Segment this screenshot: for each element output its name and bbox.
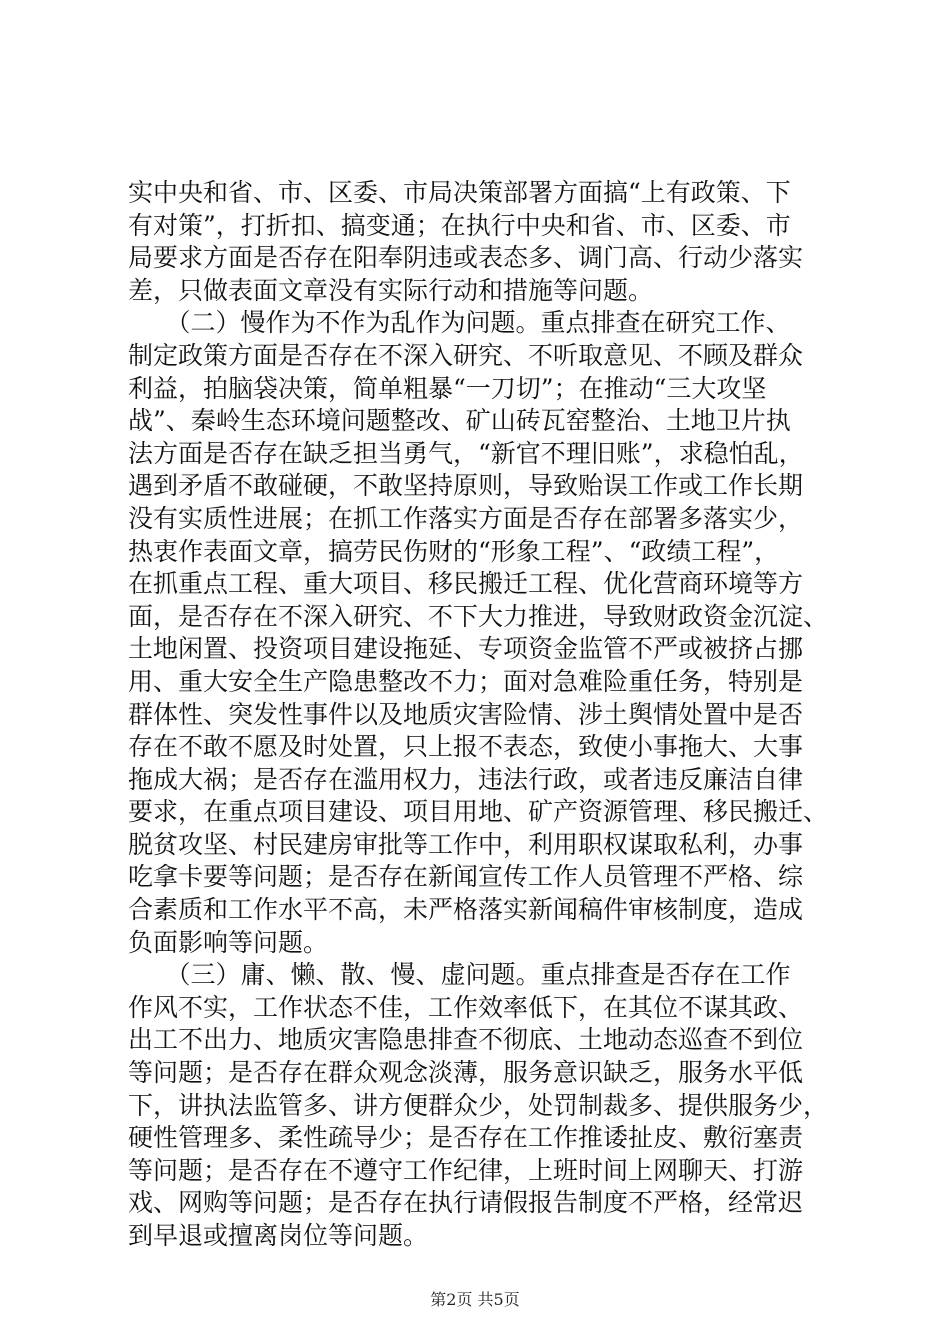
text-line: 拖成大祸；是否存在滥用权力，违法行政，或者违反廉洁自律 <box>128 764 804 794</box>
text-line: 吃拿卡要等问题；是否存在新闻宣传工作人员管理不严格、综 <box>128 862 804 892</box>
text-line: 要求，在重点项目建设、项目用地、矿产资源管理、移民搬迁、 <box>128 797 829 827</box>
text-line: 局要求方面是否存在阳奉阴违或表态多、调门高、行动少落实 <box>128 243 804 273</box>
text-line: 等问题；是否存在群众观念淡薄，服务意识缺乏，服务水平低 <box>128 1058 804 1088</box>
text-line: 差，只做表面文章没有实际行动和措施等问题。 <box>128 275 654 305</box>
text-line: 实中央和省、市、区委、市局决策部署方面搞“上有政策、下 <box>128 178 791 207</box>
text-line: 负面影响等问题。 <box>128 927 329 957</box>
text-line: 群体性、突发性事件以及地质灾害险情、涉土舆情处置中是否 <box>128 699 804 729</box>
page-footer: 第2页 共5页 <box>430 1290 520 1309</box>
text-line: 有对策”，打折扣、搞变通；在执行中央和省、市、区委、市 <box>128 210 791 240</box>
text-line: 到早退或擅离岗位等问题。 <box>128 1221 429 1250</box>
text-line: 战”、秦岭生态环境问题整改、矿山砖瓦窑整治、土地卫片执 <box>128 406 791 436</box>
text-line: 利益，拍脑袋决策，简单粗暴“一刀切”；在推动“三大攻坚 <box>128 373 767 403</box>
text-line: 戏、网购等问题；是否存在执行请假报告制度不严格，经常迟 <box>128 1188 804 1218</box>
text-line: 热衷作表面文章，搞劳民伤财的“形象工程”、“政绩工程”， <box>128 536 780 566</box>
text-line: 遇到矛盾不敢碰硬，不敢坚持原则，导致贻误工作或工作长期 <box>128 471 804 501</box>
text-line: 作风不实，工作状态不佳，工作效率低下，在其位不谋其政、 <box>128 992 804 1022</box>
text-line: 硬性管理多、柔性疏导少；是否存在工作推诿扯皮、敷衍塞责 <box>128 1123 804 1153</box>
text-line: 在抓重点工程、重大项目、移民搬迁工程、优化营商环境等方 <box>128 569 804 599</box>
text-line: 脱贫攻坚、村民建房审批等工作中，利用职权谋取私利，办事 <box>128 829 804 859</box>
text-line: 面，是否存在不深入研究、不下大力推进，导致财政资金沉淀、 <box>128 601 829 631</box>
body-text <box>128 177 840 1253</box>
text-line: 土地闲置、投资项目建设拖延、专项资金监管不严或被挤占挪 <box>128 634 804 664</box>
text-line: 下，讲执法监管多、讲方便群众少，处罚制裁多、提供服务少， <box>128 1090 829 1120</box>
text-line: 没有实质性进展；在抓工作落实方面是否存在部署多落实少， <box>128 503 804 533</box>
text-line: 出工不出力、地质灾害隐患排查不彻底、土地动态巡查不到位 <box>128 1025 804 1055</box>
text-line: 存在不敢不愿及时处置，只上报不表态，致使小事拖大、大事 <box>128 732 804 762</box>
text-line: 法方面是否存在缺乏担当勇气，“新官不理旧账”，求稳怕乱， <box>128 438 804 468</box>
text-line: （二）慢作为不作为乱作为问题。重点排查在研究工作、 <box>128 308 791 338</box>
text-line: 制定政策方面是否存在不深入研究、不听取意见、不顾及群众 <box>128 340 804 370</box>
text-line: 合素质和工作水平不高，未严格落实新闻稿件审核制度，造成 <box>128 895 804 925</box>
text-line: 用、重大安全生产隐患整改不力；面对急难险重任务，特别是 <box>128 666 804 696</box>
text-line: 等问题；是否存在不遵守工作纪律，上班时间上网聊天、打游 <box>128 1155 804 1185</box>
text-line: （三）庸、懒、散、慢、虚问题。重点排查是否存在工作 <box>128 960 791 990</box>
